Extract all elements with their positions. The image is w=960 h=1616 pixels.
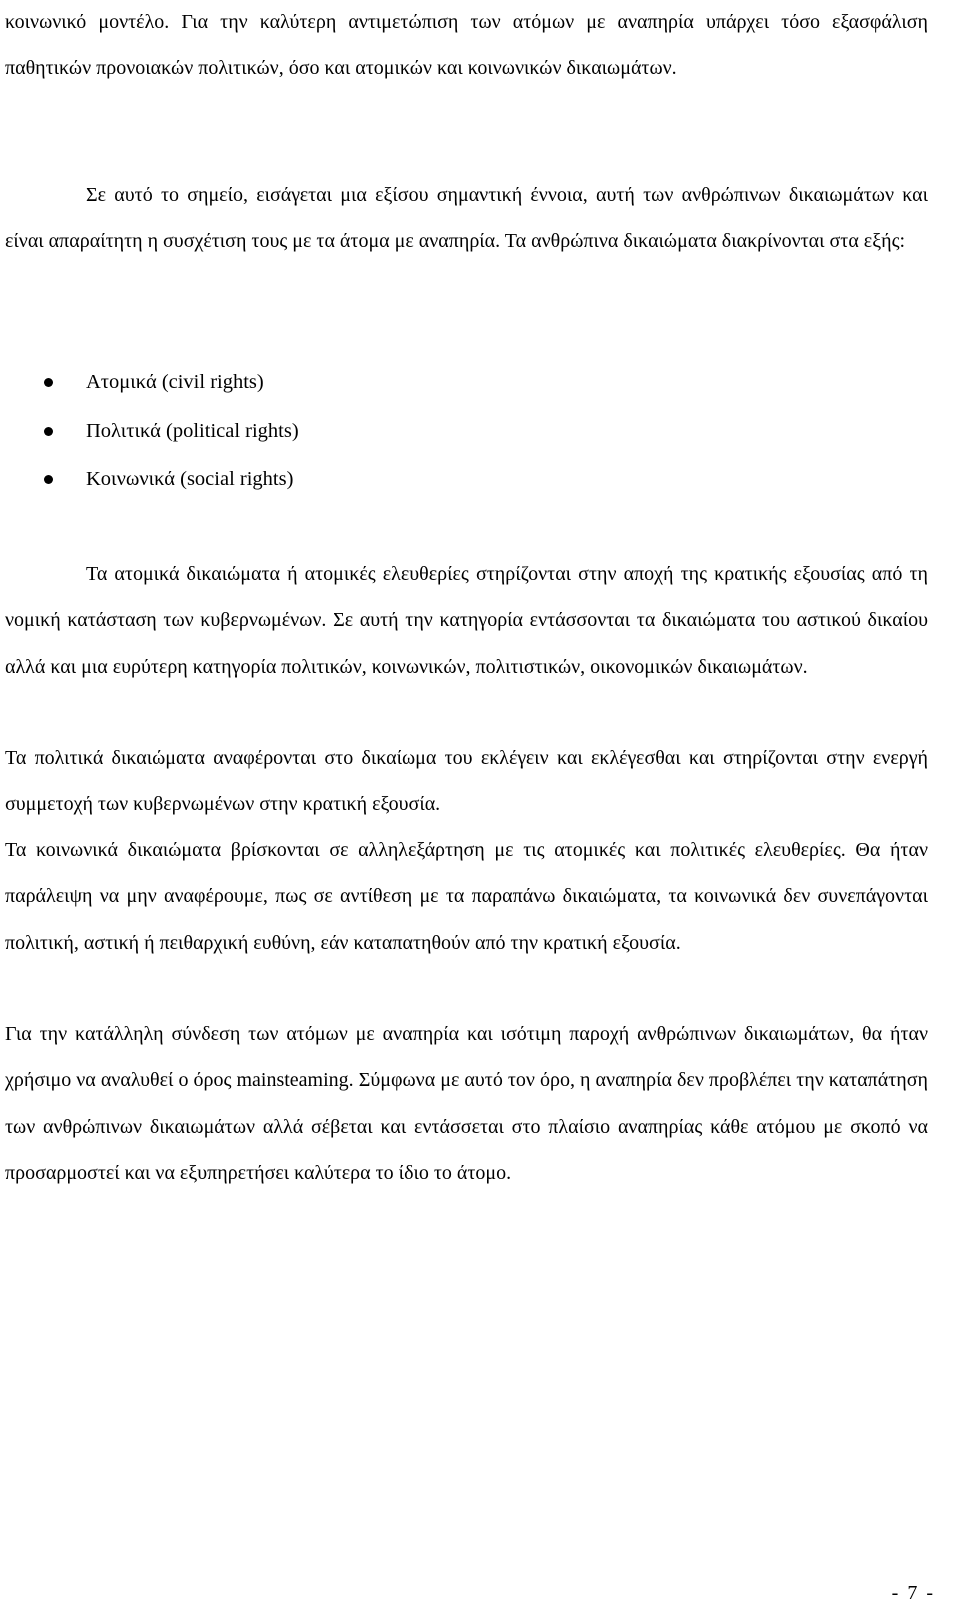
bullet-icon xyxy=(44,427,53,436)
paragraph-social-rights: Τα κοινωνικά δικαιώματα βρίσκονται σε αλληλεξάρτηση με τις ατομικές και πολιτικές ελευθερίες. Θα ήταν παράλειψη να μην αναφέρουμε, πως σε αντίθεση με τα παραπάνω δικαιώματα, τα κοινωνικά δεν συνεπάγονται πολιτική, αστική ή πειθαρχική ευθύνη, εάν καταπατηθούν από την κρατική εξουσία. xyxy=(5,839,928,954)
paragraph-political-rights: Τα πολιτικά δικαιώματα αναφέρονται στο δικαίωμα του εκλέγειν και εκλέγεσθαι και στηρίζονται στην ενεργή συμμετοχή των κυβερνωμένων στην κρατική εξουσία. xyxy=(5,747,928,816)
page-number: - 7 - xyxy=(891,1582,935,1604)
list-item xyxy=(0,358,299,407)
list-item-label: Πολιτικά (political rights) xyxy=(86,419,299,442)
paragraph-intro: κοινωνικό μοντέλο. Για την καλύτερη αντιμετώπιση των ατόμων με αναπηρία υπάρχει τόσο εξασφάλιση παθητικών προνοιακών πολιτικών, όσο και ατομικών και κοινωνικών δικαιωμάτων. xyxy=(5,11,928,80)
list-item xyxy=(0,407,299,456)
list-item-label: Κοινωνικά (social rights) xyxy=(86,468,294,490)
list-item xyxy=(0,455,299,504)
bullet-icon xyxy=(44,475,53,484)
list-item-label: Ατομικά (civil rights) xyxy=(86,371,264,393)
rights-list xyxy=(0,358,299,504)
bullet-icon xyxy=(44,378,53,387)
paragraph-mainstreaming: Για την κατάλληλη σύνδεση των ατόμων με αναπηρία και ισότιμη παροχή ανθρώπινων δικαιωμάτων, θα ήταν χρήσιμο να αναλυθεί ο όρος mainsteaming. Σύμφωνα με αυτό τον όρο, η αναπηρία δεν προβλέπει την καταπάτηση των ανθρώπινων δικαιωμάτων αλλά σέβεται και εντάσσεται στο πλαίσιο αναπηρίας κάθε ατόμου με σκοπό να προσαρμοστεί και να εξυπηρετήσει καλύτερα το ίδιο το άτομο. xyxy=(5,1023,928,1184)
paragraph-civil-rights: Τα ατομικά δικαιώματα ή ατομικές ελευθερίες στηρίζονται στην αποχή της κρατικής εξουσίας από τη νομική κατάσταση των κυβερνωμένων. Σε αυτή την κατηγορία εντάσσονται τα δικαιώματα του αστικού δικαίου αλλά και μια ευρύτερη κατηγορία πολιτικών, κοινωνικών, πολιτιστικών, οικονομικών δικαιωμάτων. xyxy=(5,563,928,678)
paragraph-human-rights: Σε αυτό το σημείο, εισάγεται μια εξίσου σημαντική έννοια, αυτή των ανθρώπινων δικαιωμάτων και είναι απαραίτητη η συσχέτιση τους με τα άτομα με αναπηρία. Τα ανθρώπινα δικαιώματα διακρίνονται στα εξής: xyxy=(5,184,928,253)
